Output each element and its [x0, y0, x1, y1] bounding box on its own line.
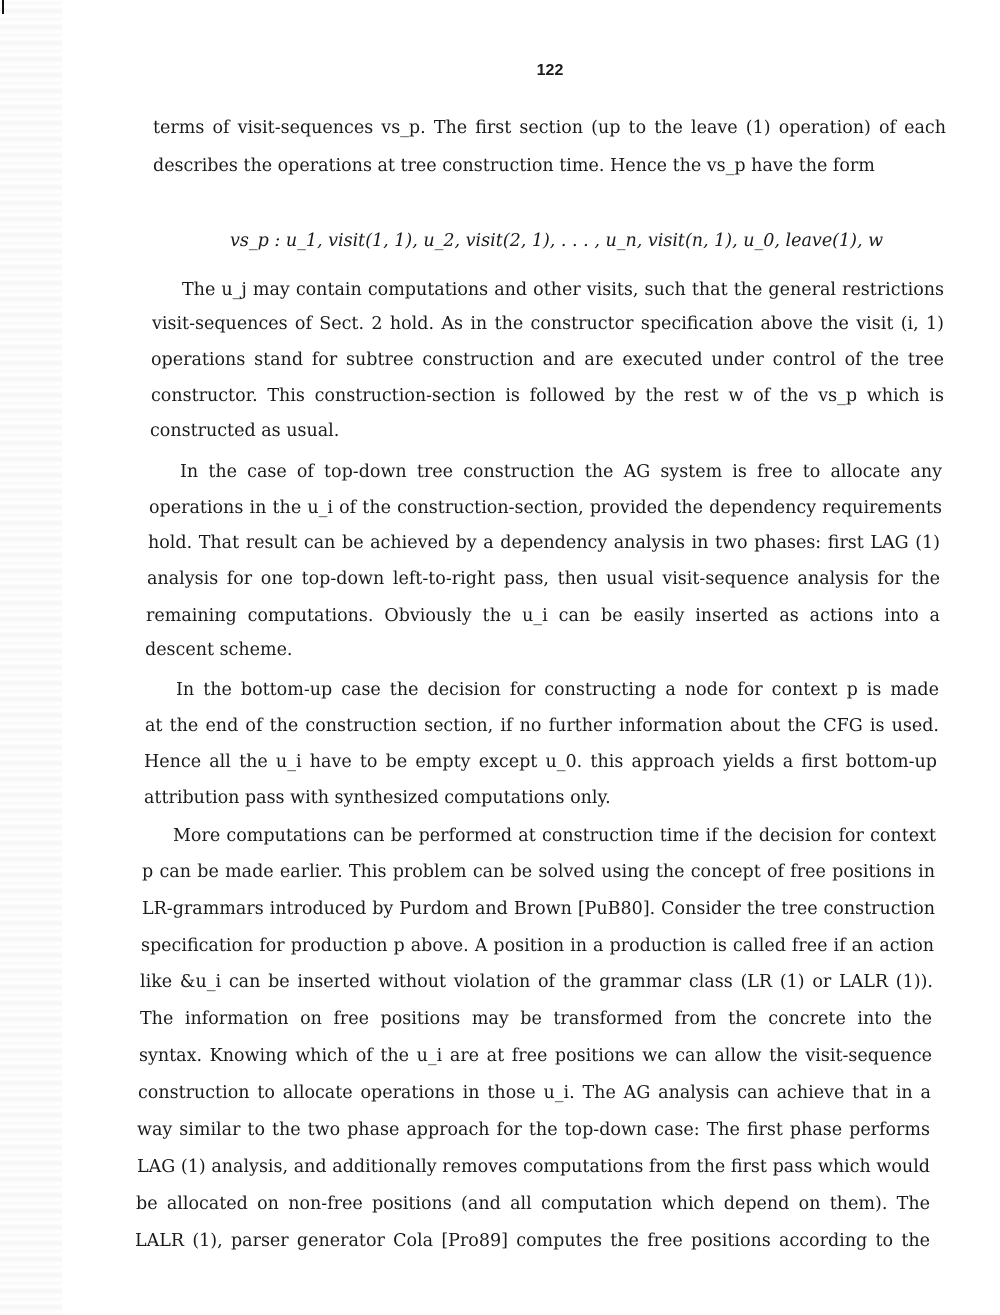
visit-sequence-formula: vs_p : u_1, visit(1, 1), u_2, visit(2, 1), . . . , u_n, visit(n, 1), u_0, leave(1), w: [230, 231, 884, 251]
text-line: construction to allocate operations in those u_i. The AG analysis can achieve that in a: [138, 1083, 931, 1103]
text-line: constructor. This construction-section is followed by the rest w of the vs_p which is: [151, 386, 944, 406]
text-line: constructed as usual.: [150, 421, 340, 441]
text-line: way similar to the two phase approach for the top-down case: The first phase performs: [137, 1120, 930, 1140]
text-line: hold. That result can be achieved by a dependency analysis in two phases: first LAG (1): [148, 533, 940, 553]
corner-mark: [2, 0, 4, 14]
text-line: operations stand for subtree construction and are executed under control of the tree: [151, 350, 944, 370]
text-line: analysis for one top-down left-to-right pass, then usual visit-sequence analysis for the: [147, 569, 940, 589]
text-line: descent scheme.: [145, 640, 293, 660]
text-line: In the case of top-down tree construction the AG system is free to allocate any: [180, 462, 942, 482]
text-line: Hence all the u_i have to be empty except u_0. this approach yields a first bottom-up: [144, 752, 937, 772]
text-line: specification for production p above. A position in a production is called free if an action: [141, 936, 934, 956]
text-line: describes the operations at tree construction time. Hence the vs_p have the form: [153, 156, 875, 176]
text-line: attribution pass with synthesized computations only.: [144, 788, 611, 808]
scan-edge-artifact: [0, 0, 62, 1315]
text-line: like &u_i can be inserted without violation of the grammar class (LR (1) or LALR (1)).: [140, 972, 933, 992]
text-line: remaining computations. Obviously the u_i can be easily inserted as actions into a: [146, 606, 940, 626]
text-line: LAG (1) analysis, and additionally removes computations from the first pass which would: [137, 1157, 930, 1177]
text-line: LALR (1), parser generator Cola [Pro89] computes the free positions according to the: [135, 1231, 930, 1251]
text-line: operations in the u_i of the construction-section, provided the dependency requirements: [149, 498, 942, 518]
text-line: LR-grammars introduced by Purdom and Brown [PuB80]. Consider the tree construction: [142, 899, 935, 919]
text-line: The information on free positions may be transformed from the concrete into the: [140, 1009, 932, 1029]
text-line: syntax. Knowing which of the u_i are at free positions we can allow the visit-sequence: [139, 1046, 932, 1066]
text-line: p can be made earlier. This problem can be solved using the concept of free positions in: [142, 862, 935, 882]
text-line: The u_j may contain computations and other visits, such that the general restrictions: [182, 280, 944, 300]
text-line: In the bottom-up case the decision for constructing a node for context p is made: [176, 680, 939, 700]
text-line: terms of visit-sequences vs_p. The first section (up to the leave (1) operation) of each: [153, 118, 946, 138]
text-line: at the end of the construction section, if no further information about the CFG is used.: [145, 716, 939, 736]
text-line: visit-sequences of Sect. 2 hold. As in the constructor specification above the visit (i, 1): [152, 314, 944, 334]
text-line: be allocated on non-free positions (and all computation which depend on them). The: [136, 1194, 930, 1214]
page-number: 122: [536, 62, 564, 79]
text-line: More computations can be performed at construction time if the decision for context: [173, 826, 936, 846]
